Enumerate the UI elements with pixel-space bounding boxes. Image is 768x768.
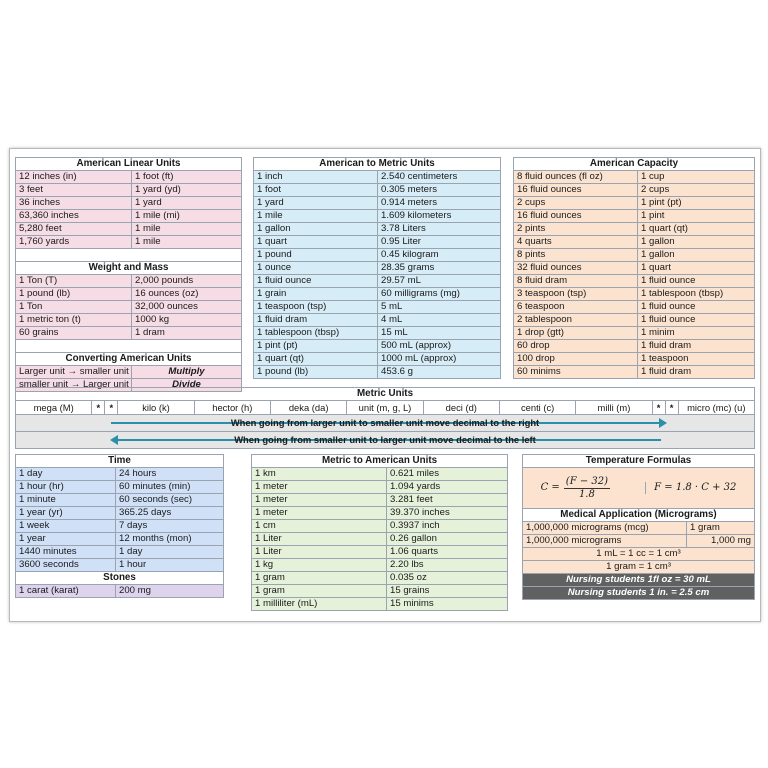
metric-prefix-row (15, 400, 755, 415)
table-row (252, 494, 508, 507)
table-row (16, 481, 224, 494)
table-cell: 1 cup (638, 171, 755, 184)
table-row (254, 262, 501, 275)
metric-prefix: * (92, 401, 105, 414)
table-cell: 1 grain (254, 288, 378, 301)
table-cell: 12 months (mon) (116, 533, 224, 546)
table-row (254, 366, 501, 379)
table-cell: 1 mile (132, 236, 242, 249)
table-cell: 4 quarts (514, 236, 638, 249)
table-cell: 15 minims (387, 598, 508, 611)
table-row (252, 585, 508, 598)
table-row (514, 249, 755, 262)
table-row (16, 210, 242, 223)
table-row (254, 223, 501, 236)
table-cell: 1 cm (252, 520, 387, 533)
table-cell: 1 minute (16, 494, 116, 507)
table-cell: 1 gallon (638, 249, 755, 262)
formula-lhs: C = (540, 482, 560, 493)
table-row (514, 184, 755, 197)
table-cell: 28.35 grams (378, 262, 501, 275)
table-row (254, 236, 501, 249)
table-cell: 0.035 oz (387, 572, 508, 585)
table-row (252, 559, 508, 572)
fahrenheit-formula: F = 1.8 · C + 32 (645, 482, 736, 494)
table-cell: 100 drop (514, 353, 638, 366)
table-cell: 16 fluid ounces (514, 184, 638, 197)
table-cell: 1 yard (132, 197, 242, 210)
table-cell: 1 meter (252, 507, 387, 520)
table-cell: 60 grains (16, 327, 132, 340)
table-row (16, 533, 224, 546)
table-cell: 29.57 mL (378, 275, 501, 288)
section-title: Temperature Formulas (523, 455, 755, 468)
metric-prefix: unit (m, g, L) (347, 401, 423, 414)
table-row (16, 559, 224, 572)
table-cell: 1 year (16, 533, 116, 546)
table-cell: 0.914 meters (378, 197, 501, 210)
section-title: Time (16, 455, 224, 468)
table-cell: 60 minims (514, 366, 638, 379)
section-title: American Linear Units (16, 158, 242, 171)
table-cell: 1000 kg (132, 314, 242, 327)
table-cell: 1 fluid dram (638, 340, 755, 353)
table-cell: 2.540 centimeters (378, 171, 501, 184)
table-row (16, 288, 242, 301)
table-row (252, 572, 508, 585)
table-row (514, 223, 755, 236)
section-title: Metric to American Units (252, 455, 508, 468)
table-cell: 1 mile (132, 223, 242, 236)
table-cell: 1 tablespoon (tbsp) (254, 327, 378, 340)
table-cell: 3 teaspoon (tsp) (514, 288, 638, 301)
metric-prefix: * (666, 401, 679, 414)
table-cell: 1 yard (254, 197, 378, 210)
table-cell: 60 drop (514, 340, 638, 353)
table-cell: 1 yard (yd) (132, 184, 242, 197)
table-cell: 1 meter (252, 481, 387, 494)
table-cell: 500 mL (approx) (378, 340, 501, 353)
table-row (252, 598, 508, 611)
table-cell: Larger unit → smaller unit (16, 366, 132, 379)
table-cell: 1 foot (254, 184, 378, 197)
metric-units-section (15, 387, 755, 449)
table-cell: 4 mL (378, 314, 501, 327)
table-cell: Divide (132, 379, 242, 392)
table-cell: 1 fluid ounce (254, 275, 378, 288)
table-cell: 32 fluid ounces (514, 262, 638, 275)
table-cell: 1 hour (hr) (16, 481, 116, 494)
table-row (514, 171, 755, 184)
table-cell: 1 foot (ft) (132, 171, 242, 184)
table-cell: 1.609 kilometers (378, 210, 501, 223)
table-row (16, 236, 242, 249)
table-cell: smaller unit → Larger unit (16, 379, 132, 392)
table-cell: 1 minim (638, 327, 755, 340)
table-cell: 3.78 Liters (378, 223, 501, 236)
american-linear-units-table (15, 157, 242, 392)
table-cell: 0.3937 inch (387, 520, 508, 533)
table-cell: 3600 seconds (16, 559, 116, 572)
table-cell: 1 pound (lb) (254, 366, 378, 379)
table-cell: 1 gram (252, 585, 387, 598)
table-row (16, 184, 242, 197)
table-cell: 16 ounces (oz) (132, 288, 242, 301)
metric-prefix: * (105, 401, 118, 414)
nursing-note: Nursing students 1fl oz = 30 mL (523, 574, 755, 587)
section-title: Medical Application (Micrograms) (523, 509, 755, 522)
table-cell: 8 fluid dram (514, 275, 638, 288)
table-cell: 1,000,000 micrograms (523, 535, 687, 548)
table-row (16, 171, 242, 184)
section-title: American Capacity (514, 158, 755, 171)
arrow-left-head-icon (110, 435, 118, 445)
table-row (254, 275, 501, 288)
table-cell: 1 year (yr) (16, 507, 116, 520)
table-cell: 1 Ton (T) (16, 275, 132, 288)
table-cell: 3.281 feet (387, 494, 508, 507)
table-cell: 1 mL = 1 cc = 1 cm³ (523, 548, 755, 561)
metric-prefix: milli (m) (576, 401, 652, 414)
table-cell: 2 cups (514, 197, 638, 210)
conversion-chart-card (9, 148, 761, 622)
table-cell: 1 mile (mi) (132, 210, 242, 223)
celsius-formula (541, 476, 610, 501)
table-row (514, 327, 755, 340)
table-row (514, 236, 755, 249)
table-cell: 1.06 quarts (387, 546, 508, 559)
table-cell: 0.26 gallon (387, 533, 508, 546)
table-cell: 1 Ton (16, 301, 132, 314)
decimal-left-text: When going from smaller unit to larger unit move decimal to the left (234, 434, 536, 445)
table-cell: 1 gram = 1 cm³ (523, 561, 755, 574)
table-cell: 7 days (116, 520, 224, 533)
table-row (252, 481, 508, 494)
table-cell: 1 pound (254, 249, 378, 262)
table-cell: 1 inch (254, 171, 378, 184)
table-cell: 60 seconds (sec) (116, 494, 224, 507)
table-row (16, 520, 224, 533)
metric-prefix: centi (c) (500, 401, 576, 414)
table-cell: 1 gram (252, 572, 387, 585)
table-cell: 1 day (116, 546, 224, 559)
table-cell: 1 day (16, 468, 116, 481)
table-cell: 1440 minutes (16, 546, 116, 559)
time-table (15, 454, 224, 598)
table-cell: 1 quart (qt) (254, 353, 378, 366)
table-cell: 39.370 inches (387, 507, 508, 520)
table-cell: 2 cups (638, 184, 755, 197)
table-cell: 1 mile (254, 210, 378, 223)
table-cell: 1 pound (lb) (16, 288, 132, 301)
table-row (254, 340, 501, 353)
table-cell: 60 minutes (min) (116, 481, 224, 494)
table-cell: 1 fluid ounce (638, 275, 755, 288)
table-row (254, 301, 501, 314)
table-cell: 1 teaspoon (638, 353, 755, 366)
table-cell: 8 fluid ounces (fl oz) (514, 171, 638, 184)
table-cell: 365.25 days (116, 507, 224, 520)
section-title: American to Metric Units (254, 158, 501, 171)
table-row (16, 494, 224, 507)
table-cell: 60 milligrams (mg) (378, 288, 501, 301)
table-cell: 1 pint (pt) (254, 340, 378, 353)
table-row (16, 327, 242, 340)
table-row (252, 546, 508, 559)
section-title: Converting American Units (16, 353, 242, 366)
table-cell: 1 pint (638, 210, 755, 223)
table-cell: 12 inches (in) (16, 171, 132, 184)
table-row (514, 340, 755, 353)
table-row (252, 533, 508, 546)
metric-to-american-table (251, 454, 508, 611)
metric-prefix: * (653, 401, 666, 414)
table-cell: 1 ounce (254, 262, 378, 275)
table-cell: 6 teaspoon (514, 301, 638, 314)
table-cell: 1 drop (gtt) (514, 327, 638, 340)
table-cell: 1 gram (687, 522, 755, 535)
decimal-right-text: When going from larger unit to smaller unit move decimal to the right (230, 417, 540, 428)
table-row (514, 366, 755, 379)
table-cell: 1 kg (252, 559, 387, 572)
table-cell: 2 pints (514, 223, 638, 236)
table-row (16, 546, 224, 559)
table-cell: 1 quart (254, 236, 378, 249)
table-row (16, 275, 242, 288)
table-row (16, 468, 224, 481)
table-cell: 15 mL (378, 327, 501, 340)
american-capacity-table (513, 157, 755, 379)
table-row (514, 210, 755, 223)
table-row (254, 171, 501, 184)
metric-prefix: micro (mc) (u) (687, 402, 746, 413)
table-row (514, 288, 755, 301)
table-cell: 200 mg (116, 585, 224, 598)
decimal-right-row (15, 415, 755, 432)
table-cell: 8 pints (514, 249, 638, 262)
table-cell: 1 teaspoon (tsp) (254, 301, 378, 314)
table-cell: 1 pint (pt) (638, 197, 755, 210)
table-cell: 1 gallon (254, 223, 378, 236)
section-title: Weight and Mass (16, 262, 242, 275)
metric-prefix: deka (da) (271, 401, 347, 414)
table-cell: 5 mL (378, 301, 501, 314)
table-row (514, 314, 755, 327)
table-cell: 1 quart (qt) (638, 223, 755, 236)
table-cell: 0.95 Liter (378, 236, 501, 249)
table-row (16, 314, 242, 327)
table-cell: 1000 mL (approx) (378, 353, 501, 366)
formula-numerator: (F − 32) (565, 475, 608, 487)
table-cell: 2,000 pounds (132, 275, 242, 288)
table-cell: 0.621 miles (387, 468, 508, 481)
table-cell: 1.094 yards (387, 481, 508, 494)
table-row (16, 301, 242, 314)
table-cell: 1 meter (252, 494, 387, 507)
table-cell: 24 hours (116, 468, 224, 481)
table-cell: 1,000 mg (687, 535, 755, 548)
table-row (252, 520, 508, 533)
table-row (252, 468, 508, 481)
table-cell: 2.20 lbs (387, 559, 508, 572)
table-row (254, 314, 501, 327)
table-cell: 1 fluid ounce (638, 301, 755, 314)
table-cell: 5,280 feet (16, 223, 132, 236)
table-row (254, 288, 501, 301)
table-cell: 63,360 inches (16, 210, 132, 223)
nursing-note: Nursing students 1 in. = 2.5 cm (523, 587, 755, 600)
table-cell: 0.45 kilogram (378, 249, 501, 262)
table-cell: 1 week (16, 520, 116, 533)
section-title: Metric Units (15, 387, 755, 400)
table-cell: 3 feet (16, 184, 132, 197)
table-cell: 1 Liter (252, 546, 387, 559)
table-cell: 1 fluid dram (638, 366, 755, 379)
table-cell: 15 grains (387, 585, 508, 598)
decimal-left-row (15, 432, 755, 449)
metric-prefix: kilo (k) (118, 401, 194, 414)
table-cell: 1 fluid ounce (638, 314, 755, 327)
table-cell: 1 dram (132, 327, 242, 340)
table-row (254, 197, 501, 210)
table-cell: 1 Liter (252, 533, 387, 546)
table-cell: 1 metric ton (t) (16, 314, 132, 327)
section-title: Stones (16, 572, 224, 585)
table-row (254, 184, 501, 197)
table-cell: Multiply (132, 366, 242, 379)
table-cell: 1 hour (116, 559, 224, 572)
table-row (514, 353, 755, 366)
table-row (16, 507, 224, 520)
metric-prefix: hector (h) (195, 401, 271, 414)
table-row (514, 197, 755, 210)
table-cell: 1 gallon (638, 236, 755, 249)
table-cell: 16 fluid ounces (514, 210, 638, 223)
table-cell: 1 fluid dram (254, 314, 378, 327)
table-cell: 1 quart (638, 262, 755, 275)
table-cell: 2 tablespoon (514, 314, 638, 327)
temperature-formulas (523, 468, 755, 509)
table-cell: 1,760 yards (16, 236, 132, 249)
table-row (514, 301, 755, 314)
table-cell: 1 milliliter (mL) (252, 598, 387, 611)
metric-prefix: mega (M) (16, 401, 92, 414)
table-cell: 0.305 meters (378, 184, 501, 197)
table-cell: 1 carat (karat) (16, 585, 116, 598)
table-cell: 32,000 ounces (132, 301, 242, 314)
table-cell: 453.6 g (378, 366, 501, 379)
american-to-metric-table (253, 157, 501, 379)
metric-prefix: deci (d) (424, 401, 500, 414)
table-row (254, 210, 501, 223)
table-cell: 1 km (252, 468, 387, 481)
table-row (254, 249, 501, 262)
table-row (254, 353, 501, 366)
table-row (254, 327, 501, 340)
table-row (16, 223, 242, 236)
temperature-medical-table (522, 454, 755, 600)
table-cell: 36 inches (16, 197, 132, 210)
formula-denominator: 1.8 (578, 488, 595, 500)
table-row (252, 507, 508, 520)
table-row (514, 262, 755, 275)
table-row (16, 197, 242, 210)
arrow-right-head-icon (659, 418, 667, 428)
table-row (514, 275, 755, 288)
table-cell: 1 tablespoon (tbsp) (638, 288, 755, 301)
table-cell: 1,000,000 micrograms (mcg) (523, 522, 687, 535)
